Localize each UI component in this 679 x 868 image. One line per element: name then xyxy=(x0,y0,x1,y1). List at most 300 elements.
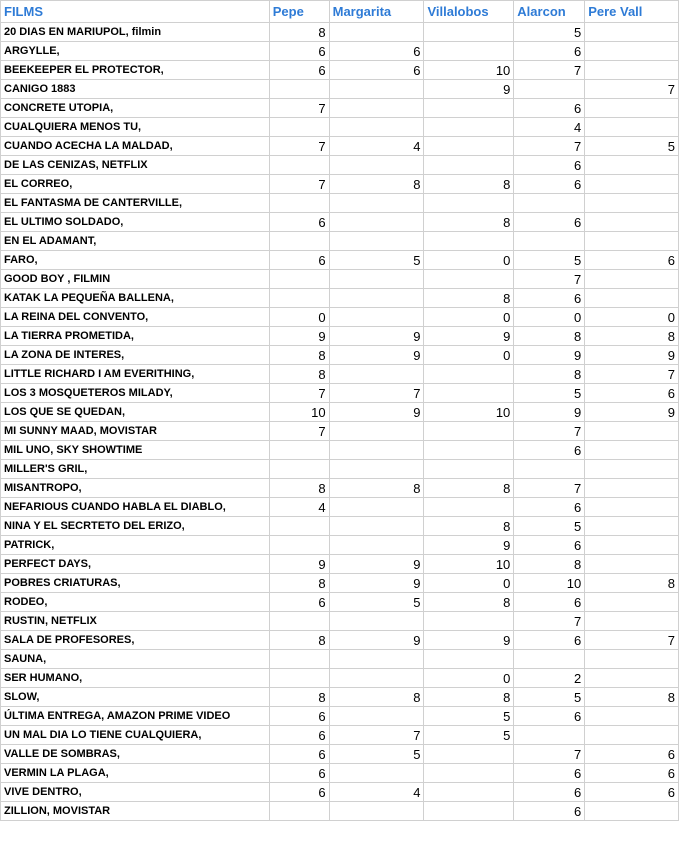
pere-vall-score-cell[interactable] xyxy=(585,536,679,555)
alarcon-score-cell[interactable]: 6 xyxy=(514,764,585,783)
margarita-score-cell[interactable] xyxy=(329,650,424,669)
film-cell[interactable]: ZILLION, MOVISTAR xyxy=(1,802,270,821)
table-row xyxy=(1,118,679,137)
pepe-score-cell[interactable]: 6 xyxy=(269,745,329,764)
table-row xyxy=(1,726,679,745)
villalobos-score-cell[interactable]: 10 xyxy=(424,403,514,422)
table-row xyxy=(1,574,679,593)
villalobos-score-cell[interactable]: 8 xyxy=(424,289,514,308)
film-cell[interactable]: LOS QUE SE QUEDAN, xyxy=(1,403,270,422)
table-row xyxy=(1,175,679,194)
alarcon-score-cell[interactable]: 6 xyxy=(514,536,585,555)
pere-vall-score-cell[interactable]: 7 xyxy=(585,80,679,99)
table-row xyxy=(1,23,679,42)
pepe-score-cell[interactable] xyxy=(269,194,329,213)
alarcon-score-cell[interactable]: 6 xyxy=(514,707,585,726)
margarita-score-cell[interactable]: 9 xyxy=(329,327,424,346)
alarcon-score-cell[interactable]: 6 xyxy=(514,175,585,194)
margarita-score-cell[interactable]: 8 xyxy=(329,479,424,498)
villalobos-score-cell[interactable]: 8 xyxy=(424,517,514,536)
film-cell[interactable]: MI SUNNY MAAD, MOVISTAR xyxy=(1,422,270,441)
film-cell[interactable]: EL FANTASMA DE CANTERVILLE, xyxy=(1,194,270,213)
table-row xyxy=(1,137,679,156)
alarcon-score-cell[interactable]: 6 xyxy=(514,441,585,460)
table-row xyxy=(1,365,679,384)
margarita-score-cell[interactable] xyxy=(329,517,424,536)
table-row xyxy=(1,498,679,517)
margarita-score-cell[interactable] xyxy=(329,802,424,821)
villalobos-score-cell[interactable] xyxy=(424,23,514,42)
margarita-score-cell[interactable] xyxy=(329,460,424,479)
table-row xyxy=(1,612,679,631)
alarcon-score-cell[interactable]: 5 xyxy=(514,23,585,42)
film-cell[interactable]: PERFECT DAYS, xyxy=(1,555,270,574)
table-row xyxy=(1,517,679,536)
film-cell[interactable]: MIL UNO, SKY SHOWTIME xyxy=(1,441,270,460)
alarcon-score-cell[interactable]: 6 xyxy=(514,593,585,612)
table-row xyxy=(1,707,679,726)
villalobos-score-cell[interactable] xyxy=(424,460,514,479)
villalobos-score-cell[interactable]: 8 xyxy=(424,688,514,707)
pere-vall-score-cell[interactable] xyxy=(585,460,679,479)
film-cell[interactable]: 20 DIAS EN MARIUPOL, filmin xyxy=(1,23,270,42)
villalobos-score-cell[interactable] xyxy=(424,802,514,821)
film-cell[interactable]: MISANTROPO, xyxy=(1,479,270,498)
pepe-score-cell[interactable]: 4 xyxy=(269,498,329,517)
pepe-score-cell[interactable] xyxy=(269,802,329,821)
alarcon-score-cell[interactable] xyxy=(514,194,585,213)
table-row xyxy=(1,327,679,346)
pere-vall-score-cell[interactable] xyxy=(585,194,679,213)
villalobos-score-cell[interactable] xyxy=(424,194,514,213)
villalobos-score-cell[interactable] xyxy=(424,118,514,137)
pere-vall-score-cell[interactable] xyxy=(585,99,679,118)
pere-vall-score-cell[interactable]: 6 xyxy=(585,384,679,403)
pere-vall-score-cell[interactable]: 6 xyxy=(585,783,679,802)
margarita-score-cell[interactable]: 6 xyxy=(329,42,424,61)
alarcon-score-cell[interactable]: 6 xyxy=(514,802,585,821)
pere-vall-score-cell[interactable]: 6 xyxy=(585,745,679,764)
pere-vall-score-cell[interactable]: 6 xyxy=(585,251,679,270)
pepe-score-cell[interactable]: 7 xyxy=(269,422,329,441)
pepe-score-cell[interactable]: 9 xyxy=(269,555,329,574)
margarita-score-cell[interactable] xyxy=(329,156,424,175)
pere-vall-score-cell[interactable] xyxy=(585,650,679,669)
pere-vall-score-cell[interactable]: 7 xyxy=(585,631,679,650)
margarita-score-cell[interactable]: 6 xyxy=(329,61,424,80)
villalobos-score-cell[interactable] xyxy=(424,99,514,118)
film-cell[interactable]: GOOD BOY , FILMIN xyxy=(1,270,270,289)
pepe-score-cell[interactable] xyxy=(269,612,329,631)
film-cell[interactable]: POBRES CRIATURAS, xyxy=(1,574,270,593)
villalobos-score-cell[interactable]: 0 xyxy=(424,669,514,688)
villalobos-score-cell[interactable] xyxy=(424,365,514,384)
pepe-score-cell[interactable]: 8 xyxy=(269,365,329,384)
alarcon-score-cell[interactable]: 6 xyxy=(514,156,585,175)
pere-vall-score-cell[interactable] xyxy=(585,498,679,517)
villalobos-score-cell[interactable] xyxy=(424,498,514,517)
table-row xyxy=(1,42,679,61)
alarcon-score-cell[interactable]: 8 xyxy=(514,365,585,384)
pepe-score-cell[interactable]: 6 xyxy=(269,593,329,612)
alarcon-score-cell[interactable]: 2 xyxy=(514,669,585,688)
margarita-score-cell[interactable] xyxy=(329,536,424,555)
pere-vall-score-cell[interactable] xyxy=(585,517,679,536)
table-row xyxy=(1,156,679,175)
villalobos-score-cell[interactable] xyxy=(424,232,514,251)
pere-vall-score-cell[interactable] xyxy=(585,23,679,42)
column-header-villalobos[interactable]: Villalobos xyxy=(424,1,514,23)
villalobos-score-cell[interactable]: 9 xyxy=(424,631,514,650)
margarita-score-cell[interactable] xyxy=(329,232,424,251)
column-header-margarita[interactable]: Margarita xyxy=(329,1,424,23)
alarcon-score-cell[interactable] xyxy=(514,460,585,479)
alarcon-score-cell[interactable] xyxy=(514,650,585,669)
villalobos-score-cell[interactable] xyxy=(424,384,514,403)
villalobos-score-cell[interactable]: 10 xyxy=(424,555,514,574)
film-cell[interactable]: SALA DE PROFESORES, xyxy=(1,631,270,650)
film-cell[interactable]: EN EL ADAMANT, xyxy=(1,232,270,251)
film-cell[interactable]: MILLER'S GRIL, xyxy=(1,460,270,479)
film-cell[interactable]: PATRICK, xyxy=(1,536,270,555)
table-row xyxy=(1,802,679,821)
film-cell[interactable]: NINA Y EL SECRTETO DEL ERIZO, xyxy=(1,517,270,536)
alarcon-score-cell[interactable]: 6 xyxy=(514,289,585,308)
margarita-score-cell[interactable] xyxy=(329,270,424,289)
alarcon-score-cell[interactable]: 6 xyxy=(514,99,585,118)
pepe-score-cell[interactable]: 8 xyxy=(269,23,329,42)
pepe-score-cell[interactable]: 10 xyxy=(269,403,329,422)
margarita-score-cell[interactable] xyxy=(329,99,424,118)
pepe-score-cell[interactable] xyxy=(269,270,329,289)
villalobos-score-cell[interactable]: 8 xyxy=(424,175,514,194)
pere-vall-score-cell[interactable] xyxy=(585,707,679,726)
alarcon-score-cell[interactable]: 5 xyxy=(514,251,585,270)
film-cell[interactable]: LITTLE RICHARD I AM EVERITHING, xyxy=(1,365,270,384)
villalobos-score-cell[interactable]: 0 xyxy=(424,308,514,327)
pepe-score-cell[interactable]: 7 xyxy=(269,99,329,118)
villalobos-score-cell[interactable]: 9 xyxy=(424,80,514,99)
margarita-score-cell[interactable] xyxy=(329,612,424,631)
table-row xyxy=(1,289,679,308)
alarcon-score-cell[interactable]: 7 xyxy=(514,61,585,80)
pepe-score-cell[interactable]: 7 xyxy=(269,175,329,194)
villalobos-score-cell[interactable]: 8 xyxy=(424,593,514,612)
pere-vall-score-cell[interactable] xyxy=(585,289,679,308)
pere-vall-score-cell[interactable] xyxy=(585,175,679,194)
villalobos-score-cell[interactable]: 0 xyxy=(424,574,514,593)
margarita-score-cell[interactable]: 9 xyxy=(329,346,424,365)
pepe-score-cell[interactable] xyxy=(269,232,329,251)
film-cell[interactable]: LA TIERRA PROMETIDA, xyxy=(1,327,270,346)
pere-vall-score-cell[interactable] xyxy=(585,213,679,232)
alarcon-score-cell[interactable]: 6 xyxy=(514,213,585,232)
alarcon-score-cell[interactable]: 7 xyxy=(514,137,585,156)
pere-vall-score-cell[interactable] xyxy=(585,479,679,498)
villalobos-score-cell[interactable]: 0 xyxy=(424,346,514,365)
villalobos-score-cell[interactable] xyxy=(424,270,514,289)
margarita-score-cell[interactable]: 9 xyxy=(329,555,424,574)
film-cell[interactable]: CUALQUIERA MENOS TU, xyxy=(1,118,270,137)
villalobos-score-cell[interactable]: 9 xyxy=(424,536,514,555)
film-cell[interactable]: NEFARIOUS CUANDO HABLA EL DIABLO, xyxy=(1,498,270,517)
table-row xyxy=(1,764,679,783)
table-row xyxy=(1,422,679,441)
pepe-score-cell[interactable]: 8 xyxy=(269,688,329,707)
alarcon-score-cell[interactable]: 9 xyxy=(514,346,585,365)
film-cell[interactable]: SLOW, xyxy=(1,688,270,707)
margarita-score-cell[interactable]: 5 xyxy=(329,745,424,764)
alarcon-score-cell[interactable]: 10 xyxy=(514,574,585,593)
table-row xyxy=(1,270,679,289)
margarita-score-cell[interactable]: 9 xyxy=(329,631,424,650)
film-cell[interactable]: SER HUMANO, xyxy=(1,669,270,688)
table-row xyxy=(1,251,679,270)
pepe-score-cell[interactable] xyxy=(269,650,329,669)
film-cell[interactable]: BEEKEEPER EL PROTECTOR, xyxy=(1,61,270,80)
pere-vall-score-cell[interactable]: 9 xyxy=(585,403,679,422)
table-row xyxy=(1,669,679,688)
pepe-score-cell[interactable] xyxy=(269,517,329,536)
villalobos-score-cell[interactable]: 8 xyxy=(424,213,514,232)
margarita-score-cell[interactable] xyxy=(329,669,424,688)
table-row xyxy=(1,650,679,669)
film-cell[interactable]: SAUNA, xyxy=(1,650,270,669)
pere-vall-score-cell[interactable]: 8 xyxy=(585,574,679,593)
margarita-score-cell[interactable] xyxy=(329,23,424,42)
margarita-score-cell[interactable]: 9 xyxy=(329,574,424,593)
alarcon-score-cell[interactable]: 0 xyxy=(514,308,585,327)
villalobos-score-cell[interactable] xyxy=(424,764,514,783)
alarcon-score-cell[interactable]: 6 xyxy=(514,42,585,61)
villalobos-score-cell[interactable] xyxy=(424,745,514,764)
table-row xyxy=(1,99,679,118)
table-row xyxy=(1,384,679,403)
film-cell[interactable]: ÚLTIMA ENTREGA, AMAZON PRIME VIDEO xyxy=(1,707,270,726)
pepe-score-cell[interactable]: 8 xyxy=(269,346,329,365)
margarita-score-cell[interactable] xyxy=(329,118,424,137)
column-header-alarcon[interactable]: Alarcon xyxy=(514,1,585,23)
alarcon-score-cell[interactable]: 6 xyxy=(514,783,585,802)
pepe-score-cell[interactable] xyxy=(269,118,329,137)
pere-vall-score-cell[interactable]: 8 xyxy=(585,327,679,346)
margarita-score-cell[interactable] xyxy=(329,289,424,308)
margarita-score-cell[interactable]: 8 xyxy=(329,688,424,707)
villalobos-score-cell[interactable]: 10 xyxy=(424,61,514,80)
villalobos-score-cell[interactable]: 0 xyxy=(424,251,514,270)
pepe-score-cell[interactable] xyxy=(269,536,329,555)
film-cell[interactable]: EL ULTIMO SOLDADO, xyxy=(1,213,270,232)
pepe-score-cell[interactable]: 7 xyxy=(269,137,329,156)
table-row xyxy=(1,232,679,251)
film-cell[interactable]: FARO, xyxy=(1,251,270,270)
pepe-score-cell[interactable]: 6 xyxy=(269,726,329,745)
column-header-pere-vall[interactable]: Pere Vall xyxy=(585,1,679,23)
table-row xyxy=(1,631,679,650)
alarcon-score-cell[interactable]: 9 xyxy=(514,403,585,422)
margarita-score-cell[interactable]: 4 xyxy=(329,783,424,802)
alarcon-score-cell[interactable]: 4 xyxy=(514,118,585,137)
film-cell[interactable]: LA ZONA DE INTERES, xyxy=(1,346,270,365)
alarcon-score-cell[interactable]: 7 xyxy=(514,270,585,289)
table-row xyxy=(1,745,679,764)
pere-vall-score-cell[interactable]: 0 xyxy=(585,308,679,327)
villalobos-score-cell[interactable] xyxy=(424,441,514,460)
pere-vall-score-cell[interactable]: 9 xyxy=(585,346,679,365)
pepe-score-cell[interactable] xyxy=(269,441,329,460)
table-row xyxy=(1,80,679,99)
alarcon-score-cell[interactable]: 5 xyxy=(514,384,585,403)
pere-vall-score-cell[interactable] xyxy=(585,42,679,61)
pepe-score-cell[interactable]: 6 xyxy=(269,61,329,80)
alarcon-score-cell[interactable]: 7 xyxy=(514,479,585,498)
alarcon-score-cell[interactable]: 7 xyxy=(514,422,585,441)
pere-vall-score-cell[interactable]: 5 xyxy=(585,137,679,156)
margarita-score-cell[interactable]: 4 xyxy=(329,137,424,156)
alarcon-score-cell[interactable]: 6 xyxy=(514,498,585,517)
alarcon-score-cell[interactable] xyxy=(514,726,585,745)
pepe-score-cell[interactable]: 7 xyxy=(269,384,329,403)
pepe-score-cell[interactable]: 6 xyxy=(269,783,329,802)
alarcon-score-cell[interactable] xyxy=(514,80,585,99)
pepe-score-cell[interactable]: 8 xyxy=(269,631,329,650)
table-row xyxy=(1,688,679,707)
table-row xyxy=(1,194,679,213)
table-row xyxy=(1,346,679,365)
margarita-score-cell[interactable] xyxy=(329,441,424,460)
film-cell[interactable]: EL CORREO, xyxy=(1,175,270,194)
film-cell[interactable]: CANIGO 1883 xyxy=(1,80,270,99)
pere-vall-score-cell[interactable] xyxy=(585,441,679,460)
villalobos-score-cell[interactable] xyxy=(424,156,514,175)
alarcon-score-cell[interactable]: 7 xyxy=(514,745,585,764)
pepe-score-cell[interactable]: 6 xyxy=(269,251,329,270)
pere-vall-score-cell[interactable] xyxy=(585,555,679,574)
pepe-score-cell[interactable] xyxy=(269,80,329,99)
table-row xyxy=(1,61,679,80)
margarita-score-cell[interactable] xyxy=(329,764,424,783)
margarita-score-cell[interactable] xyxy=(329,213,424,232)
pere-vall-score-cell[interactable]: 6 xyxy=(585,764,679,783)
table-row xyxy=(1,460,679,479)
film-cell[interactable]: UN MAL DIA LO TIENE CUALQUIERA, xyxy=(1,726,270,745)
table-row xyxy=(1,403,679,422)
pere-vall-score-cell[interactable] xyxy=(585,669,679,688)
film-cell[interactable]: VERMIN LA PLAGA, xyxy=(1,764,270,783)
film-cell[interactable]: LA REINA DEL CONVENTO, xyxy=(1,308,270,327)
film-cell[interactable]: VIVE DENTRO, xyxy=(1,783,270,802)
margarita-score-cell[interactable]: 7 xyxy=(329,726,424,745)
pere-vall-score-cell[interactable] xyxy=(585,422,679,441)
villalobos-score-cell[interactable]: 5 xyxy=(424,707,514,726)
pere-vall-score-cell[interactable] xyxy=(585,270,679,289)
margarita-score-cell[interactable]: 5 xyxy=(329,593,424,612)
film-cell[interactable]: RUSTIN, NETFLIX xyxy=(1,612,270,631)
villalobos-score-cell[interactable] xyxy=(424,42,514,61)
villalobos-score-cell[interactable] xyxy=(424,612,514,631)
margarita-score-cell[interactable] xyxy=(329,707,424,726)
table-row xyxy=(1,479,679,498)
villalobos-score-cell[interactable]: 9 xyxy=(424,327,514,346)
film-cell[interactable]: VALLE DE SOMBRAS, xyxy=(1,745,270,764)
alarcon-score-cell[interactable]: 5 xyxy=(514,688,585,707)
margarita-score-cell[interactable]: 5 xyxy=(329,251,424,270)
villalobos-score-cell[interactable]: 5 xyxy=(424,726,514,745)
margarita-score-cell[interactable]: 7 xyxy=(329,384,424,403)
film-cell[interactable]: CONCRETE UTOPIA, xyxy=(1,99,270,118)
pepe-score-cell[interactable] xyxy=(269,460,329,479)
pere-vall-score-cell[interactable]: 8 xyxy=(585,688,679,707)
table-row xyxy=(1,308,679,327)
pere-vall-score-cell[interactable] xyxy=(585,232,679,251)
pepe-score-cell[interactable]: 0 xyxy=(269,308,329,327)
pere-vall-score-cell[interactable] xyxy=(585,593,679,612)
pepe-score-cell[interactable]: 6 xyxy=(269,42,329,61)
alarcon-score-cell[interactable] xyxy=(514,232,585,251)
table-row xyxy=(1,536,679,555)
margarita-score-cell[interactable] xyxy=(329,194,424,213)
margarita-score-cell[interactable] xyxy=(329,365,424,384)
table-body xyxy=(1,23,679,821)
pere-vall-score-cell[interactable] xyxy=(585,156,679,175)
villalobos-score-cell[interactable] xyxy=(424,650,514,669)
margarita-score-cell[interactable] xyxy=(329,498,424,517)
pepe-score-cell[interactable]: 6 xyxy=(269,213,329,232)
film-cell[interactable]: CUANDO ACECHA LA MALDAD, xyxy=(1,137,270,156)
film-cell[interactable]: KATAK LA PEQUEÑA BALLENA, xyxy=(1,289,270,308)
film-cell[interactable]: RODEO, xyxy=(1,593,270,612)
alarcon-score-cell[interactable]: 5 xyxy=(514,517,585,536)
table-row xyxy=(1,593,679,612)
margarita-score-cell[interactable] xyxy=(329,308,424,327)
pepe-score-cell[interactable]: 8 xyxy=(269,479,329,498)
film-cell[interactable]: ARGYLLE, xyxy=(1,42,270,61)
pepe-score-cell[interactable] xyxy=(269,669,329,688)
villalobos-score-cell[interactable] xyxy=(424,137,514,156)
pepe-score-cell[interactable]: 8 xyxy=(269,574,329,593)
pere-vall-score-cell[interactable] xyxy=(585,726,679,745)
margarita-score-cell[interactable] xyxy=(329,80,424,99)
pere-vall-score-cell[interactable] xyxy=(585,61,679,80)
pepe-score-cell[interactable] xyxy=(269,156,329,175)
alarcon-score-cell[interactable]: 6 xyxy=(514,631,585,650)
margarita-score-cell[interactable]: 8 xyxy=(329,175,424,194)
villalobos-score-cell[interactable] xyxy=(424,422,514,441)
table-row xyxy=(1,213,679,232)
pere-vall-score-cell[interactable] xyxy=(585,118,679,137)
film-cell[interactable]: DE LAS CENIZAS, NETFLIX xyxy=(1,156,270,175)
column-header-pepe[interactable]: Pepe xyxy=(269,1,329,23)
margarita-score-cell[interactable] xyxy=(329,422,424,441)
pere-vall-score-cell[interactable] xyxy=(585,612,679,631)
film-cell[interactable]: LOS 3 MOSQUETEROS MILADY, xyxy=(1,384,270,403)
pere-vall-score-cell[interactable] xyxy=(585,802,679,821)
pere-vall-score-cell[interactable]: 7 xyxy=(585,365,679,384)
alarcon-score-cell[interactable]: 8 xyxy=(514,555,585,574)
alarcon-score-cell[interactable]: 8 xyxy=(514,327,585,346)
pepe-score-cell[interactable]: 6 xyxy=(269,707,329,726)
margarita-score-cell[interactable]: 9 xyxy=(329,403,424,422)
alarcon-score-cell[interactable]: 7 xyxy=(514,612,585,631)
pepe-score-cell[interactable]: 6 xyxy=(269,764,329,783)
pepe-score-cell[interactable] xyxy=(269,289,329,308)
villalobos-score-cell[interactable]: 8 xyxy=(424,479,514,498)
table-row xyxy=(1,783,679,802)
villalobos-score-cell[interactable] xyxy=(424,783,514,802)
pepe-score-cell[interactable]: 9 xyxy=(269,327,329,346)
column-header-films[interactable]: FILMS xyxy=(1,1,270,23)
table-row xyxy=(1,555,679,574)
